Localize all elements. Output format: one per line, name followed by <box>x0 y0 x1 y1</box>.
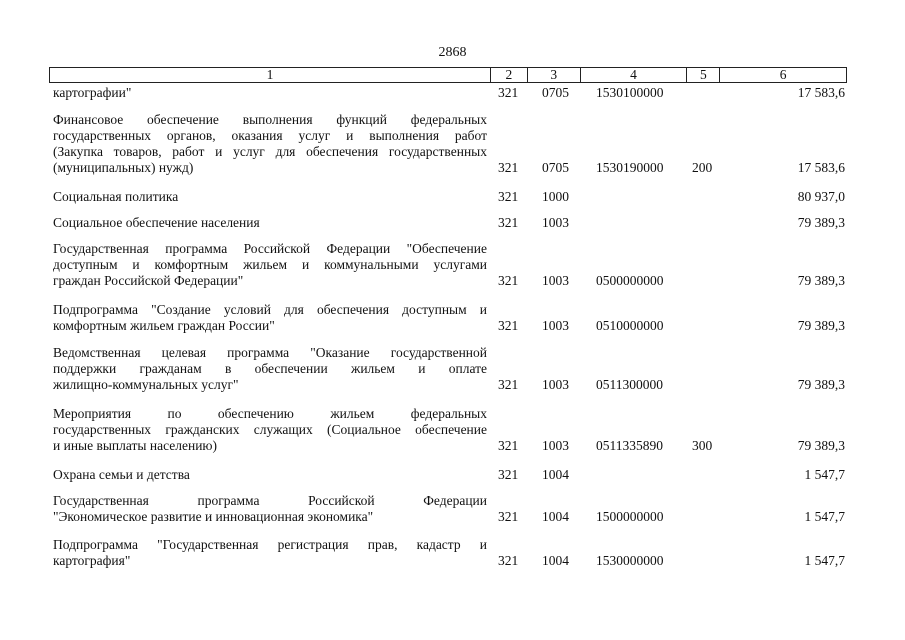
description-line: Ведомственная целевая программа "Оказание государственной <box>53 345 487 360</box>
section-code: 1004 <box>542 467 569 482</box>
target-article: 0511300000 <box>596 377 663 392</box>
table-row <box>49 302 847 334</box>
admin-code: 321 <box>498 318 519 333</box>
description-line: Охрана семьи и детства <box>53 467 190 482</box>
target-article: 0510000000 <box>596 318 664 333</box>
description-line: картография" <box>53 553 131 568</box>
target-article: 0511335890 <box>596 438 663 453</box>
amount: 1 547,7 <box>804 467 845 482</box>
description-line: комфортным жильем граждан России" <box>53 318 275 333</box>
admin-code: 321 <box>498 85 519 100</box>
target-article: 1530000000 <box>596 553 664 568</box>
section-code: 1003 <box>542 377 569 392</box>
amount: 79 389,3 <box>797 273 845 288</box>
admin-code: 321 <box>498 160 519 175</box>
row-description <box>53 189 487 205</box>
table-row <box>49 189 847 205</box>
description-line: граждан Российской Федерации" <box>53 273 244 288</box>
section-code: 1004 <box>542 553 569 568</box>
expense-type: 300 <box>692 438 713 453</box>
description-line: государственных органов, оказания услуг и выполнения работ <box>53 128 487 143</box>
description-line: (Закупка товаров, работ и услуг для обеспечения государственных <box>53 144 487 159</box>
description-line: картографии" <box>53 85 132 100</box>
admin-code: 321 <box>498 273 519 288</box>
column-header-4: 4 <box>580 68 687 82</box>
page-number: 2868 <box>438 45 467 60</box>
target-article: 0500000000 <box>596 273 664 288</box>
description-line: Подпрограмма "Создание условий для обеспечения доступным и <box>53 302 487 317</box>
description-line: доступным и комфортным жильем и коммунальными услугами <box>53 257 487 272</box>
admin-code: 321 <box>498 553 519 568</box>
table-row <box>49 345 847 393</box>
row-description <box>53 215 487 231</box>
description-line: "Экономическое развитие и инновационная экономика" <box>53 509 374 524</box>
amount: 1 547,7 <box>804 553 845 568</box>
target-article: 1500000000 <box>596 509 664 524</box>
admin-code: 321 <box>498 189 519 204</box>
description-line: Государственная программа Российской Федерации <box>53 493 487 508</box>
amount: 79 389,3 <box>797 215 845 230</box>
amount: 79 389,3 <box>797 438 845 453</box>
row-description <box>53 537 487 569</box>
section-code: 0705 <box>542 160 569 175</box>
table-row <box>49 467 847 483</box>
admin-code: 321 <box>498 215 519 230</box>
table-row <box>49 241 847 289</box>
section-code: 1004 <box>542 509 569 524</box>
description-line: Государственная программа Российской Федерации "Обеспечение <box>53 241 487 256</box>
row-description <box>53 493 487 525</box>
description-line: государственных гражданских служащих (Социальное обеспечение <box>53 422 487 437</box>
amount: 1 547,7 <box>804 509 845 524</box>
column-header-1: 1 <box>266 67 274 82</box>
expense-type: 200 <box>692 160 713 175</box>
description-line: поддержки гражданам в обеспечении жильем и оплате <box>53 361 487 376</box>
row-description <box>53 241 487 289</box>
row-description <box>53 406 487 454</box>
column-header-5: 5 <box>686 68 719 82</box>
row-description <box>53 85 487 101</box>
row-description <box>53 467 487 483</box>
section-code: 0705 <box>542 85 569 100</box>
section-code: 1003 <box>542 273 569 288</box>
description-line: Финансовое обеспечение выполнения функций федеральных <box>53 112 487 127</box>
row-description <box>53 112 487 176</box>
amount: 80 937,0 <box>797 189 845 204</box>
description-line: Социальная политика <box>53 189 179 204</box>
section-code: 1003 <box>542 215 569 230</box>
row-description <box>53 302 487 334</box>
table-row <box>49 493 847 525</box>
description-line: и иные выплаты населению) <box>53 438 218 453</box>
section-code: 1003 <box>542 318 569 333</box>
description-line: Подпрограмма "Государственная регистрация прав, кадастр и <box>53 537 487 552</box>
amount: 17 583,6 <box>797 85 845 100</box>
description-line: Мероприятия по обеспечению жильем федеральных <box>53 406 487 421</box>
target-article: 1530190000 <box>596 160 664 175</box>
table-row <box>49 215 847 231</box>
section-code: 1000 <box>542 189 569 204</box>
column-header-3: 3 <box>527 68 580 82</box>
description-line: жилищно-коммунальных услуг" <box>53 377 239 392</box>
amount: 17 583,6 <box>797 160 845 175</box>
row-description <box>53 345 487 393</box>
admin-code: 321 <box>498 467 519 482</box>
description-line: (муниципальных) нужд) <box>53 160 194 175</box>
table-row <box>49 537 847 569</box>
column-header-2: 2 <box>490 68 527 82</box>
column-header-6: 6 <box>719 68 846 82</box>
amount: 79 389,3 <box>797 318 845 333</box>
table-row <box>49 406 847 454</box>
table-row <box>49 112 847 176</box>
admin-code: 321 <box>498 377 519 392</box>
description-line: Социальное обеспечение населения <box>53 215 260 230</box>
section-code: 1003 <box>542 438 569 453</box>
amount: 79 389,3 <box>797 377 845 392</box>
target-article: 1530100000 <box>596 85 664 100</box>
table-row <box>49 85 847 101</box>
table-header <box>49 67 847 83</box>
admin-code: 321 <box>498 438 519 453</box>
admin-code: 321 <box>498 509 519 524</box>
